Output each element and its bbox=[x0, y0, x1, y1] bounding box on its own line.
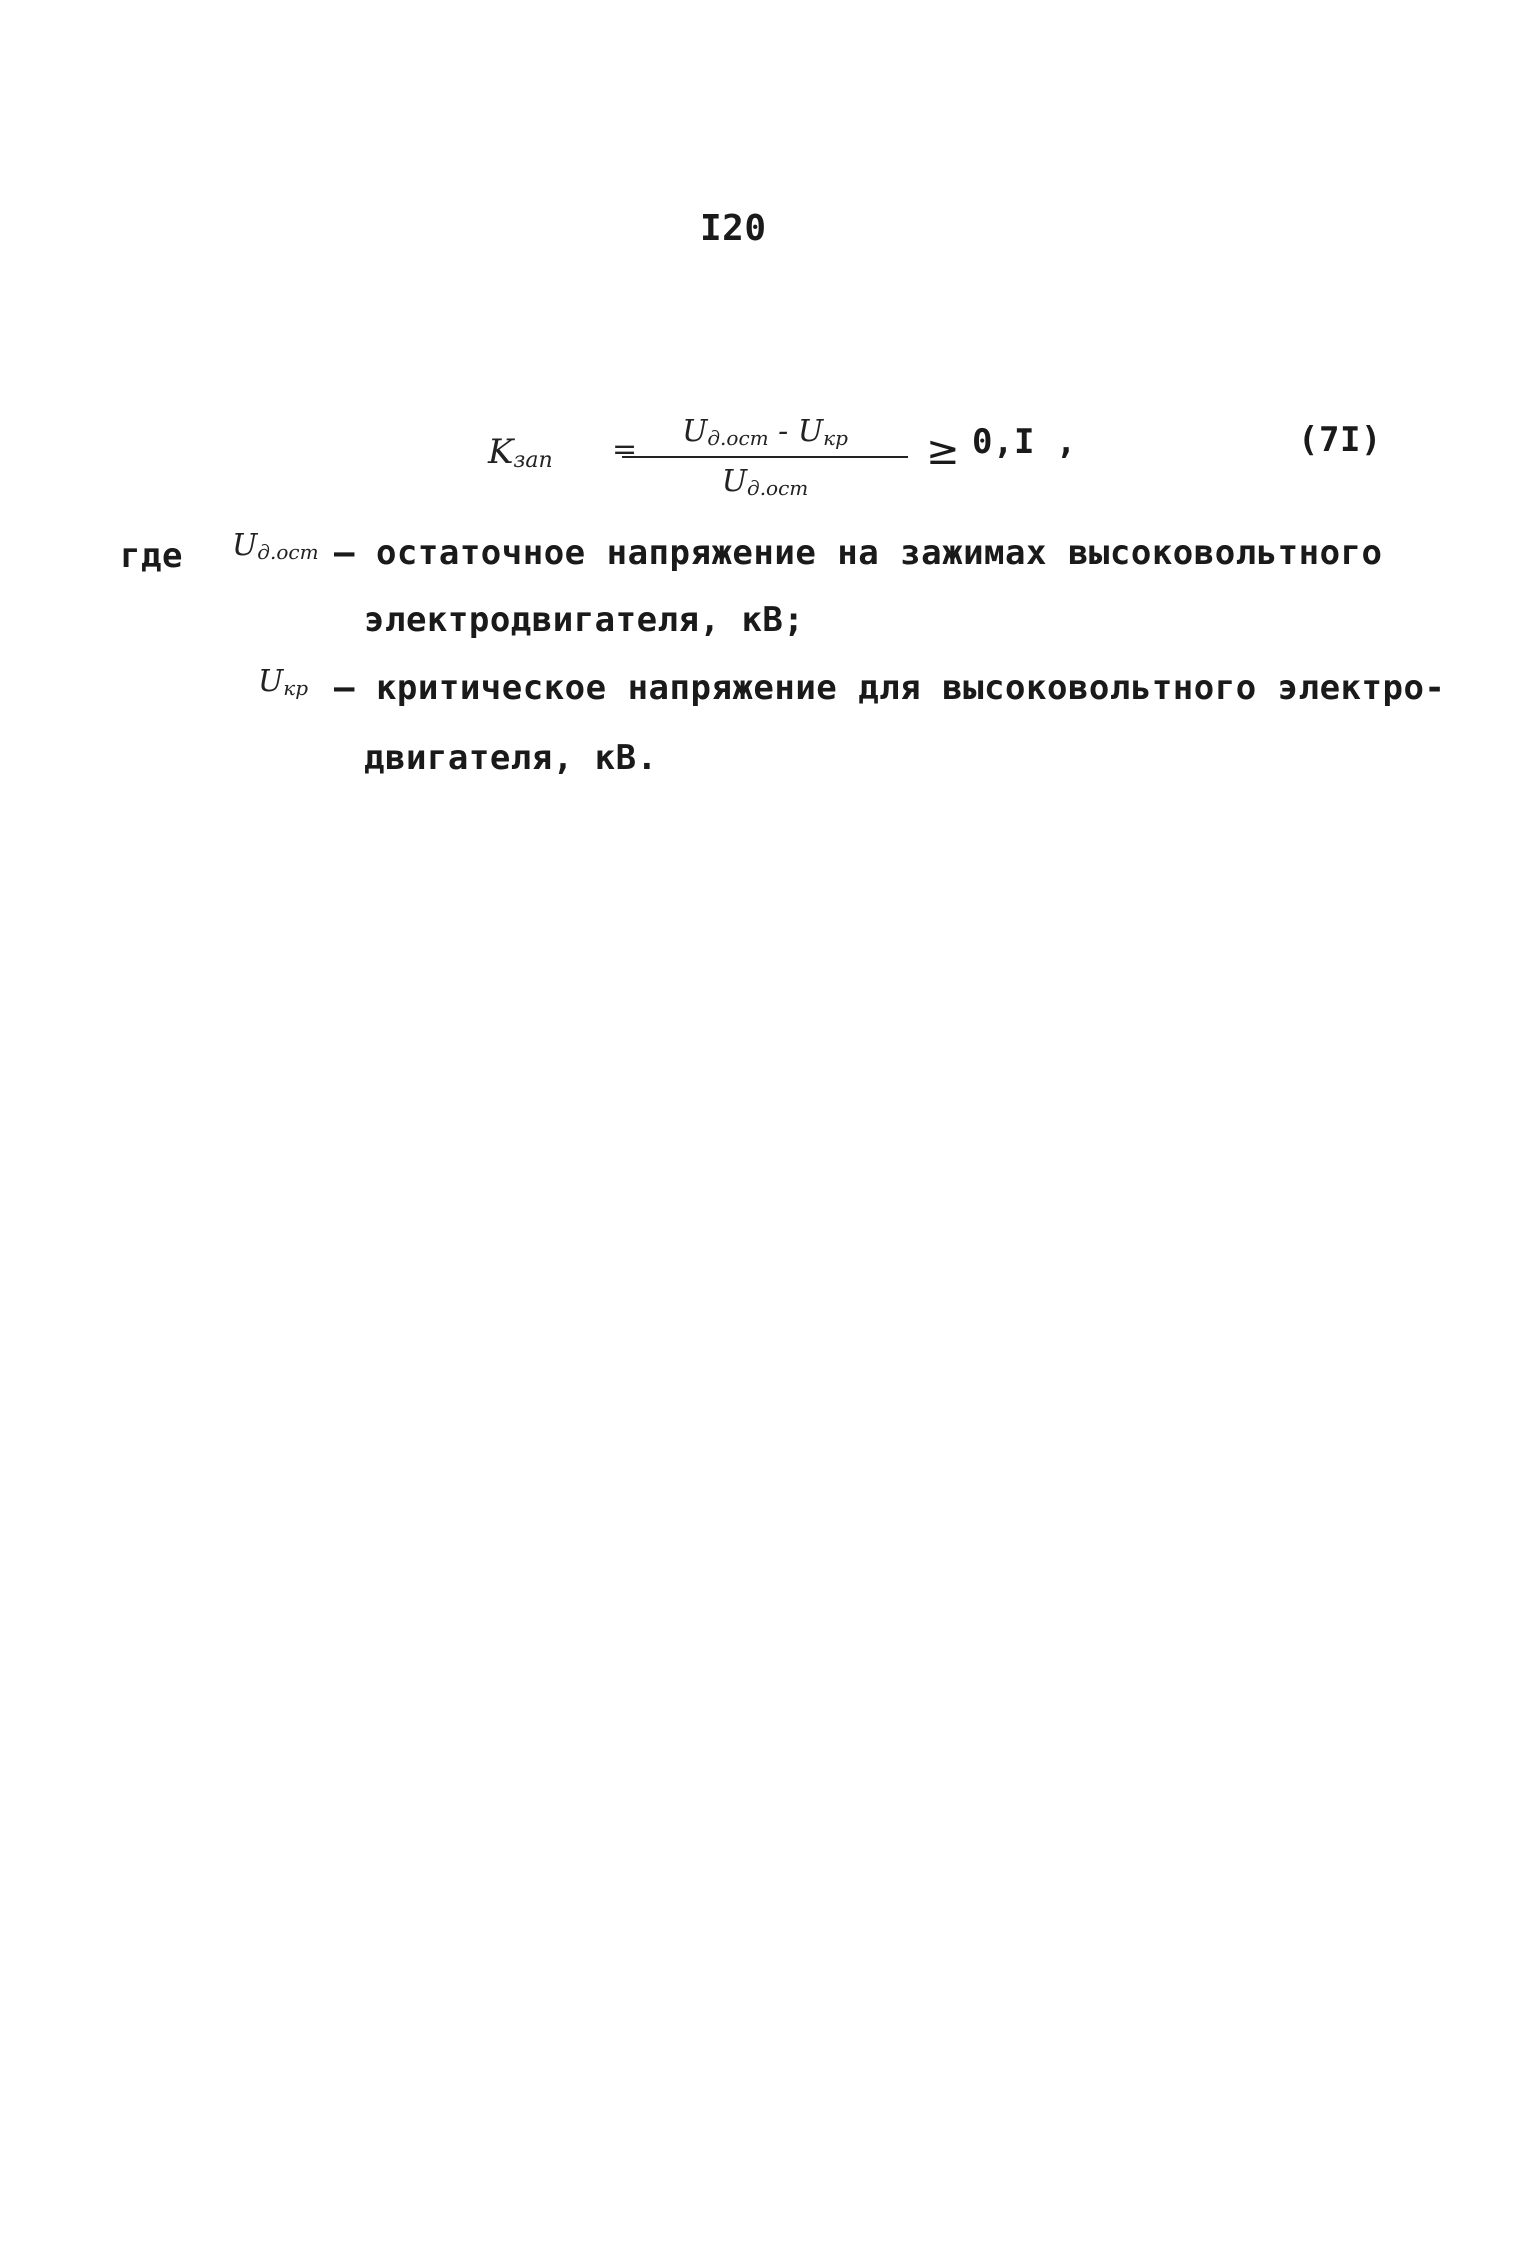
definition-symbol-2: $U_{кр}$ bbox=[258, 664, 309, 700]
formula-relation-sign: ≥ bbox=[926, 428, 960, 474]
page-number: I20 bbox=[700, 208, 767, 249]
definition-2-line-1: – критическое напряжение для высоковольтного электро- bbox=[334, 668, 1446, 708]
formula-equals-sign: = bbox=[612, 432, 638, 467]
definition-2-line-2: двигателя, кВ. bbox=[364, 738, 658, 778]
formula-denominator: $U_{д.ост}$ bbox=[721, 464, 809, 500]
where-label: где bbox=[120, 536, 183, 576]
definition-1-line-2: электродвигателя, кВ; bbox=[364, 600, 805, 640]
definition-1-line-1: – остаточное напряжение на зажимах высоковольтного bbox=[334, 533, 1383, 573]
formula-rhs: 0,I , bbox=[972, 422, 1077, 462]
formula-numerator: $U_{д.ост} - U_{кр}$ bbox=[682, 414, 848, 450]
equation-number: (7I) bbox=[1298, 420, 1382, 460]
formula-lhs: $K_{зап}$ bbox=[488, 432, 553, 473]
definition-symbol-1: $U_{д.ост}$ bbox=[232, 528, 319, 564]
formula bbox=[480, 408, 1080, 518]
fraction-line bbox=[622, 456, 908, 458]
